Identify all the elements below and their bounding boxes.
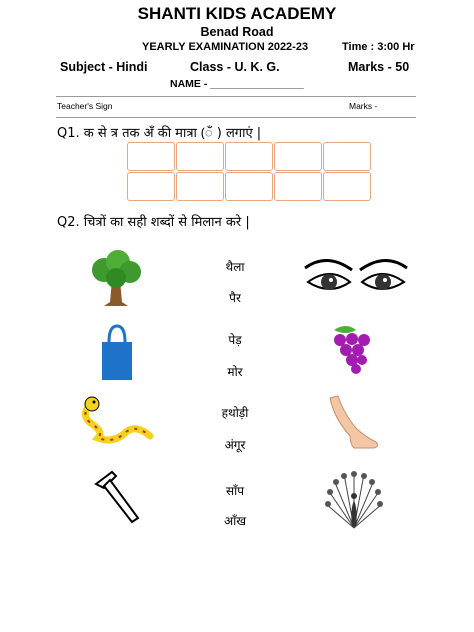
tree-icon — [88, 250, 144, 308]
teacher-sign-label: Teacher's Sign — [57, 101, 113, 111]
answer-box[interactable] — [274, 142, 322, 171]
exam-time: Time : 3:00 Hr — [342, 41, 415, 53]
eyes-icon — [302, 252, 410, 302]
class-label: Class - U. K. G. — [190, 60, 280, 74]
word-peacock: मोर — [227, 365, 243, 379]
bag-icon — [100, 324, 134, 382]
marks-label: Marks - 50 — [348, 60, 410, 74]
answer-box[interactable] — [323, 172, 371, 201]
question-2: Q2. चित्रों का सही शब्दों से मिलान करे | — [57, 215, 250, 230]
word-leg: पैर — [229, 291, 241, 305]
snake-icon — [78, 396, 154, 444]
word-bag: थैला — [225, 260, 245, 274]
marks-blank-label: Marks - — [349, 101, 378, 111]
grapes-icon — [330, 322, 374, 374]
word-eye: आँख — [223, 514, 247, 528]
divider-top — [56, 96, 416, 97]
answer-box[interactable] — [323, 142, 371, 171]
word-grapes: अंगूर — [224, 438, 246, 452]
answer-grid — [127, 142, 371, 202]
answer-box[interactable] — [225, 172, 273, 201]
answer-box[interactable] — [127, 172, 175, 201]
word-snake: साँप — [225, 484, 245, 498]
answer-box[interactable] — [225, 142, 273, 171]
peacock-icon — [322, 470, 386, 534]
answer-box[interactable] — [127, 142, 175, 171]
exam-title: YEARLY EXAMINATION 2022-23 — [142, 41, 309, 53]
word-tree: पेड़ — [228, 333, 242, 347]
word-hammer: हथोड़ी — [221, 406, 249, 420]
question-1: Q1. क से त्र तक अँ की मात्रा (ँ ) लगाएं | — [57, 126, 262, 141]
divider-bottom — [56, 117, 416, 118]
leg-icon — [324, 394, 382, 454]
hammer-icon — [94, 470, 144, 524]
name-field: NAME - ________________ — [170, 78, 304, 90]
answer-box[interactable] — [274, 172, 322, 201]
school-name: SHANTI KIDS ACADEMY — [137, 4, 337, 23]
answer-box[interactable] — [176, 172, 224, 201]
subject-label: Subject - Hindi — [60, 60, 148, 74]
school-location: Benad Road — [200, 25, 274, 39]
answer-box[interactable] — [176, 142, 224, 171]
